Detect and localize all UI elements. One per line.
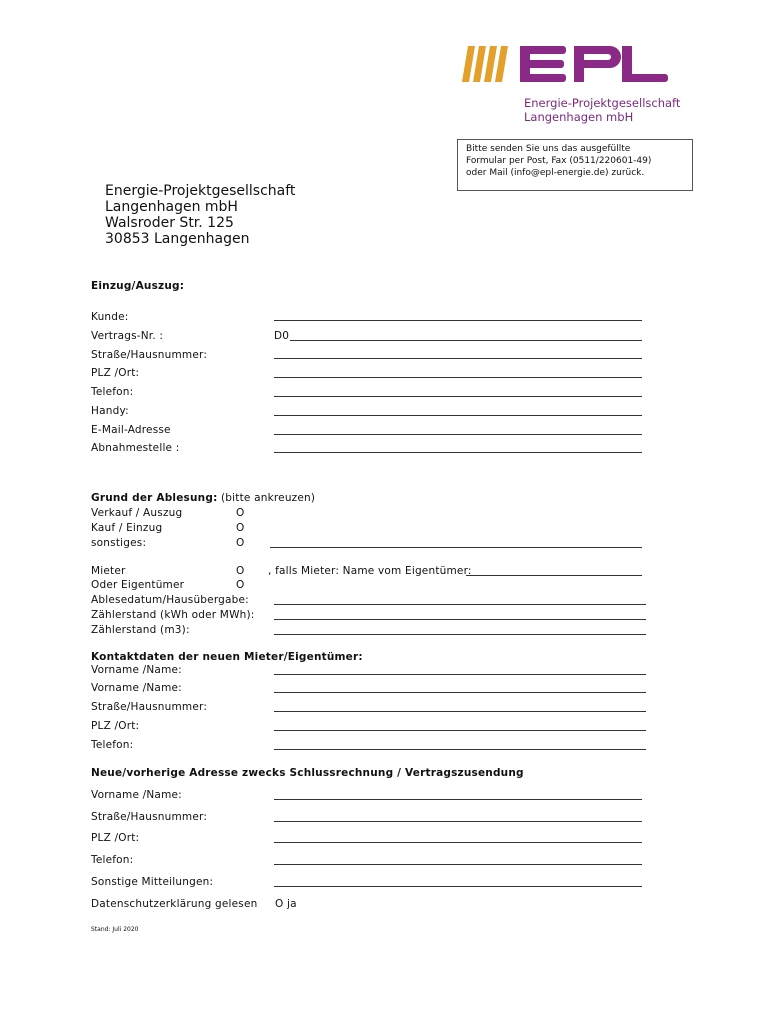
company-logo	[462, 42, 672, 90]
field-vertrags-nr[interactable]	[290, 340, 642, 341]
label-telefon-rechnung: Telefon:	[91, 854, 134, 866]
checkbox-eigentuemer[interactable]: O	[236, 579, 245, 591]
field-strasse-neu[interactable]	[274, 711, 646, 712]
label-vorname-1: Vorname /Name:	[91, 664, 182, 676]
notice-line-3: oder Mail (info@epl-energie.de) zurück.	[466, 168, 645, 178]
footer-stand: Stand: Juli 2020	[91, 926, 139, 933]
field-zaehler-kwh[interactable]	[274, 619, 646, 620]
recipient-line-1: Energie-Projektgesellschaft	[105, 183, 296, 199]
field-telefon[interactable]	[274, 396, 642, 397]
field-telefon-rechnung[interactable]	[274, 864, 642, 865]
field-strasse[interactable]	[274, 358, 642, 359]
label-vorname-rechnung: Vorname /Name:	[91, 789, 182, 801]
field-telefon-neu[interactable]	[274, 749, 646, 750]
checkbox-kauf[interactable]: O	[236, 522, 245, 534]
label-vorname-2: Vorname /Name:	[91, 682, 182, 694]
field-zaehler-m3[interactable]	[274, 634, 646, 635]
label-sonstige-mitteilungen: Sonstige Mitteilungen:	[91, 876, 214, 888]
field-plz-ort[interactable]	[274, 377, 642, 378]
label-sonstiges: sonstiges:	[91, 537, 147, 549]
checkbox-mieter[interactable]: O	[236, 565, 245, 577]
field-eigentuemer-name[interactable]	[466, 575, 642, 576]
label-kauf: Kauf / Einzug	[91, 522, 163, 534]
label-email: E-Mail-Adresse	[91, 424, 171, 436]
section-title-einzug: Einzug/Auszug:	[91, 280, 185, 292]
field-vorname-2[interactable]	[274, 692, 646, 693]
label-abnahmestelle: Abnahmestelle :	[91, 442, 180, 454]
grund-title-rest: (bitte ankreuzen)	[217, 492, 316, 504]
label-vertrags-nr: Vertrags-Nr. :	[91, 330, 164, 342]
section-title-kontaktdaten: Kontaktdaten der neuen Mieter/Eigentümer:	[91, 651, 363, 663]
label-mieter: Mieter	[91, 565, 126, 577]
field-vorname-rechnung[interactable]	[274, 799, 642, 800]
notice-line-1: Bitte senden Sie uns das ausgefüllte	[466, 144, 631, 154]
recipient-line-4: 30853 Langenhagen	[105, 231, 250, 247]
field-handy[interactable]	[274, 415, 642, 416]
field-sonstige-mitteilungen[interactable]	[274, 886, 642, 887]
label-plz-neu: PLZ /Ort:	[91, 720, 140, 732]
recipient-line-2: Langenhagen mbH	[105, 199, 238, 215]
checkbox-verkauf[interactable]: O	[236, 507, 245, 519]
label-falls-mieter: , falls Mieter: Name vom Eigentümer:	[268, 565, 472, 577]
checkbox-datenschutz-ja[interactable]: O ja	[275, 898, 297, 910]
grund-title-bold: Grund der Ablesung:	[91, 492, 218, 504]
label-kunde: Kunde:	[91, 311, 129, 323]
label-ablesedatum: Ablesedatum/Hausübergabe:	[91, 594, 249, 606]
logo-subtitle-1: Energie-Projektgesellschaft	[524, 96, 681, 110]
label-strasse-neu: Straße/Hausnummer:	[91, 701, 208, 713]
section-title-grund	[91, 492, 315, 504]
label-telefon: Telefon:	[91, 386, 134, 398]
label-zaehler-m3: Zählerstand (m3):	[91, 624, 190, 636]
checkbox-sonstiges[interactable]: O	[236, 537, 245, 549]
label-verkauf: Verkauf / Auszug	[91, 507, 183, 519]
return-notice-box	[457, 139, 693, 191]
label-datenschutz: Datenschutzerklärung gelesen	[91, 898, 258, 910]
label-strasse-rechnung: Straße/Hausnummer:	[91, 811, 208, 823]
field-ablesedatum[interactable]	[274, 604, 646, 605]
field-strasse-rechnung[interactable]	[274, 821, 642, 822]
label-strasse: Straße/Hausnummer:	[91, 349, 208, 361]
recipient-line-3: Walsroder Str. 125	[105, 215, 234, 231]
field-plz-rechnung[interactable]	[274, 842, 642, 843]
recipient-address	[105, 183, 295, 247]
logo-subtitle-2: Langenhagen mbH	[524, 110, 634, 124]
label-eigentuemer: Oder Eigentümer	[91, 579, 185, 591]
notice-line-2: Formular per Post, Fax (0511/220601-49)	[466, 156, 652, 166]
label-plz-ort: PLZ /Ort:	[91, 367, 140, 379]
label-plz-rechnung: PLZ /Ort:	[91, 832, 140, 844]
label-telefon-neu: Telefon:	[91, 739, 134, 751]
field-vorname-1[interactable]	[274, 674, 646, 675]
field-abnahmestelle[interactable]	[274, 452, 642, 453]
field-email[interactable]	[274, 434, 642, 435]
section-title-neue-adresse: Neue/vorherige Adresse zwecks Schlussrechnung / Vertragszusendung	[91, 767, 524, 779]
field-plz-neu[interactable]	[274, 730, 646, 731]
label-zaehler-kwh: Zählerstand (kWh oder MWh):	[91, 609, 255, 621]
field-sonstiges[interactable]	[270, 547, 642, 548]
vertrag-prefix: D0	[274, 330, 290, 342]
label-handy: Handy:	[91, 405, 129, 417]
logo-graphic	[462, 42, 672, 90]
field-kunde[interactable]	[274, 320, 642, 321]
